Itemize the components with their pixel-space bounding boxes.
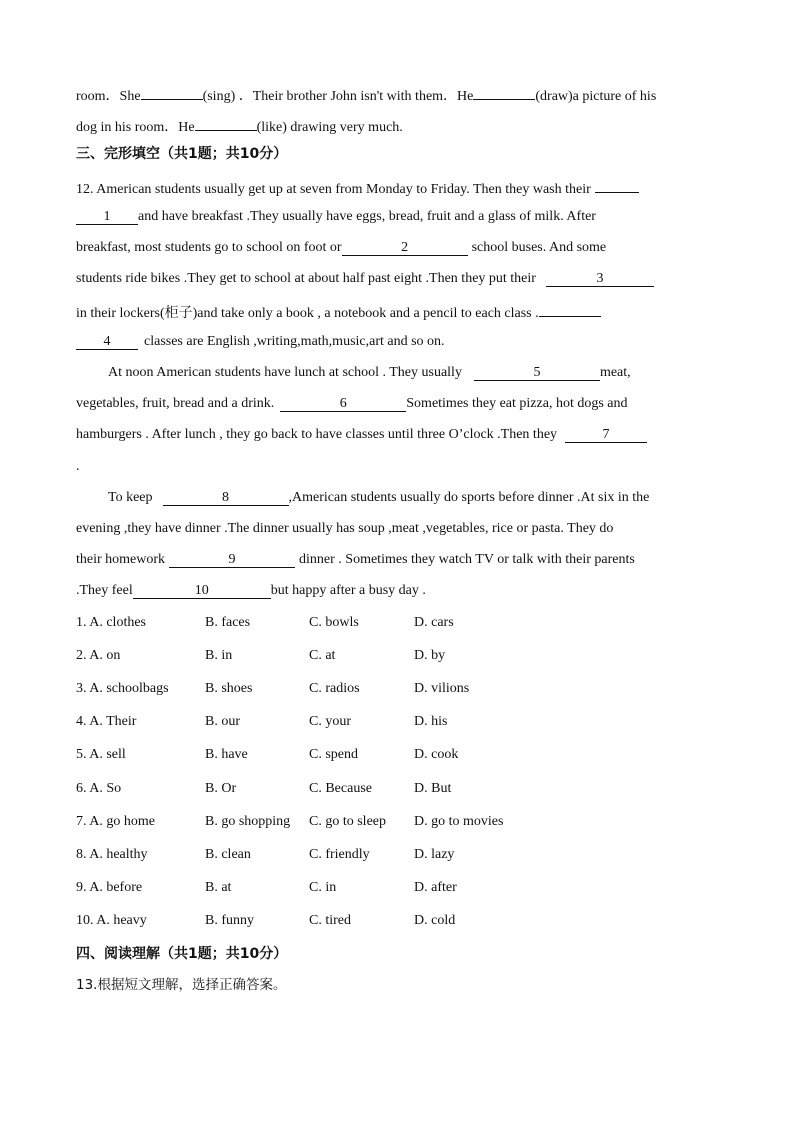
option-1-D[interactable]: D. cars	[414, 615, 454, 630]
passage-line: 4 classes are English ,writing,math,music,art and so on.	[76, 333, 445, 351]
option-1-B[interactable]: B. faces	[205, 615, 251, 630]
passage-line: 12. American students usually get up at seven from Monday to Friday. Then they wash their	[76, 177, 639, 199]
section-heading: 四、阅读理解（共1题；共10分）	[76, 946, 288, 962]
option-7-C[interactable]: C. go to sleep	[309, 814, 386, 829]
option-6-D[interactable]: D. But	[414, 781, 452, 796]
option-7-A[interactable]: 7. A. go home	[76, 814, 155, 829]
option-4-B[interactable]: B. our	[205, 714, 240, 729]
passage-line: hamburgers . After lunch , they go back to have classes until three O’clock .Then they 7	[76, 426, 647, 444]
answer-blank-10[interactable]: 10	[133, 583, 271, 599]
passage-line: breakfast, most students go to school on foot or 2 school buses. And some	[76, 240, 607, 255]
answer-blank-6[interactable]: 6	[280, 396, 406, 412]
option-9-A[interactable]: 9. A. before	[76, 880, 143, 895]
passage-line: their homework 9 dinner . Sometimes they watch TV or talk with their parents	[76, 552, 635, 567]
option-8-A[interactable]: 8. A. healthy	[76, 847, 148, 862]
answer-blank[interactable]	[595, 177, 639, 193]
answer-blank-7[interactable]: 7	[565, 427, 647, 443]
option-4-D[interactable]: D. his	[414, 714, 448, 729]
answer-blank-3[interactable]: 3	[546, 271, 654, 287]
passage-line: vegetables, fruit, bread and a drink. 6 Sometimes they eat pizza, hot dogs and	[76, 396, 628, 411]
option-8-B[interactable]: B. clean	[205, 847, 251, 862]
option-4-A[interactable]: 4. A. Their	[76, 714, 137, 729]
option-10-A[interactable]: 10. A. heavy	[76, 913, 147, 928]
option-5-B[interactable]: B. have	[205, 747, 248, 762]
passage-line: .	[76, 459, 80, 474]
passage-line: in their lockers(柜子)and take only a book , a notebook and a pencil to each class .	[76, 301, 601, 323]
answer-blank-4[interactable]: 4	[76, 334, 138, 350]
answer-blank-8[interactable]: 8	[163, 490, 289, 506]
option-2-B[interactable]: B. in	[205, 648, 233, 663]
option-4-C[interactable]: C. your	[309, 714, 351, 729]
option-9-D[interactable]: D. after	[414, 880, 457, 895]
option-7-D[interactable]: D. go to movies	[414, 814, 504, 829]
option-3-D[interactable]: D. vilions	[414, 681, 470, 696]
answer-blank[interactable]	[195, 115, 257, 131]
option-5-D[interactable]: D. cook	[414, 747, 459, 762]
option-5-C[interactable]: C. spend	[309, 747, 358, 762]
answer-blank[interactable]	[473, 84, 535, 100]
option-1-A[interactable]: 1. A. clothes	[76, 615, 146, 630]
section-heading: 三、完形填空（共1题；共10分）	[76, 146, 288, 162]
answer-blank-5[interactable]: 5	[474, 365, 600, 381]
option-3-B[interactable]: B. shoes	[205, 681, 253, 696]
option-3-A[interactable]: 3. A. schoolbags	[76, 681, 169, 696]
option-8-C[interactable]: C. friendly	[309, 847, 370, 862]
option-5-A[interactable]: 5. A. sell	[76, 747, 126, 762]
answer-blank-9[interactable]: 9	[169, 552, 295, 568]
option-6-C[interactable]: C. Because	[309, 781, 372, 796]
passage-line: To keep 8 ,American students usually do sports before dinner .At six in the	[108, 490, 650, 505]
question-13: 13.根据短文理解，选择正确答案。	[76, 977, 287, 993]
option-3-C[interactable]: C. radios	[309, 681, 360, 696]
option-1-C[interactable]: C. bowls	[309, 615, 359, 630]
passage-line: evening ,they have dinner .The dinner usually has soup ,meat ,vegetables, rice or pasta. They do	[76, 521, 614, 536]
option-6-A[interactable]: 6. A. So	[76, 781, 122, 796]
answer-blank-1[interactable]: 1	[76, 209, 138, 225]
passage-line: 1 and have breakfast .They usually have eggs, bread, fruit and a glass of milk. After	[76, 208, 596, 226]
option-2-C[interactable]: C. at	[309, 648, 336, 663]
option-7-B[interactable]: B. go shopping	[205, 814, 291, 829]
answer-blank[interactable]	[141, 84, 203, 100]
answer-blank-2[interactable]: 2	[342, 240, 468, 256]
option-6-B[interactable]: B. Or	[205, 781, 237, 796]
answer-blank[interactable]	[539, 301, 601, 317]
option-2-A[interactable]: 2. A. on	[76, 648, 121, 663]
option-2-D[interactable]: D. by	[414, 648, 446, 663]
passage-line: At noon American students have lunch at school . They usually 5 meat,	[108, 365, 631, 380]
option-10-D[interactable]: D. cold	[414, 913, 456, 928]
text-line: dog in his room．He (like) drawing very much.	[76, 115, 403, 137]
option-10-C[interactable]: C. tired	[309, 913, 351, 928]
option-9-C[interactable]: C. in	[309, 880, 337, 895]
text-line: room．She (sing) ．Their brother John isn't with them．He (draw)a picture of his	[76, 84, 656, 106]
option-8-D[interactable]: D. lazy	[414, 847, 455, 862]
option-10-B[interactable]: B. funny	[205, 913, 254, 928]
option-9-B[interactable]: B. at	[205, 880, 232, 895]
passage-line: students ride bikes .They get to school at about half past eight .Then they put their 3	[76, 270, 654, 288]
passage-line: .They feel 10 but happy after a busy day .	[76, 583, 426, 598]
